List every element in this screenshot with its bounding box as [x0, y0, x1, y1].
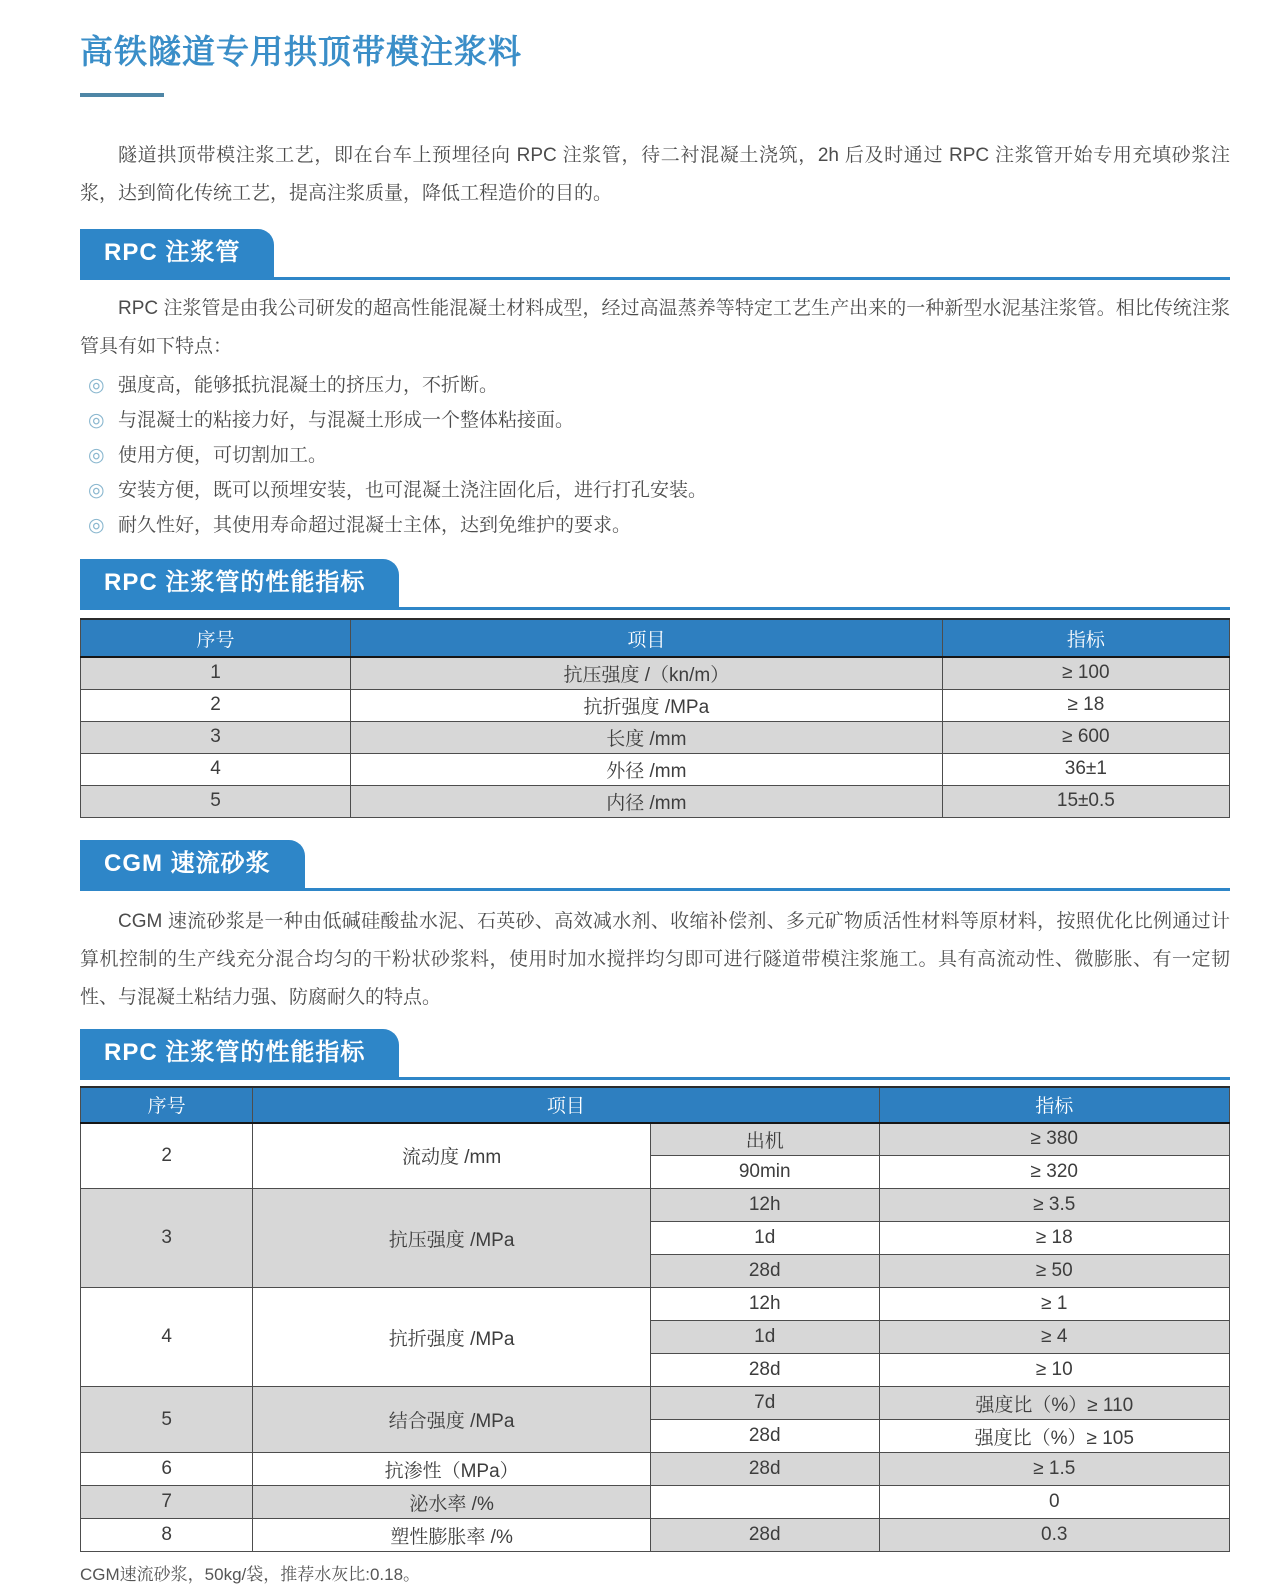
table-row: [81, 1189, 1230, 1222]
list-item: [80, 403, 1230, 438]
table-cell: ≥ 3.5: [879, 1189, 1229, 1222]
feature-text: 与混凝士的粘接力好，与混凝土形成一个整体粘接面。: [118, 410, 575, 431]
table-row: [81, 1453, 1230, 1486]
table-cell: [650, 1486, 879, 1519]
table-cell: 0: [879, 1486, 1229, 1519]
table-cell: ≥ 1.5: [879, 1453, 1229, 1486]
table-cell: 28d: [650, 1255, 879, 1288]
table-row: [81, 689, 1230, 721]
table-row: [81, 1387, 1230, 1420]
table-cell: 抗折强度 /MPa: [253, 1288, 651, 1387]
table-cell: 7d: [650, 1387, 879, 1420]
list-item: [80, 368, 1230, 403]
feature-text: 使用方便，可切割加工。: [118, 445, 328, 466]
table-cell: ≥ 18: [942, 689, 1229, 721]
table-cell: ≥ 1: [879, 1288, 1229, 1321]
column-header-index: 序号: [81, 1087, 253, 1123]
list-item: [80, 473, 1230, 508]
table-cell: 外径 /mm: [351, 753, 943, 785]
feature-text: 耐久性好，其使用寿命超过混凝士主体，达到免维护的要求。: [118, 515, 632, 536]
table-cell: 4: [81, 1288, 253, 1387]
table-cell: 塑性膨胀率 /%: [253, 1519, 651, 1552]
table-row: [81, 785, 1230, 817]
document-page: [80, 26, 1230, 1585]
title-underline: [80, 93, 164, 97]
table-header-row: [81, 619, 1230, 657]
table-cell: 0.3: [879, 1519, 1229, 1552]
table-cell: 5: [81, 785, 351, 817]
table-row: [81, 1519, 1230, 1552]
table-cell: 28d: [650, 1453, 879, 1486]
double-circle-bullet-icon: [88, 403, 105, 438]
table-cell: 28d: [650, 1354, 879, 1387]
table-cell: 12h: [650, 1189, 879, 1222]
page-title: 高铁隧道专用拱顶带模注浆料: [80, 33, 522, 70]
table-cell: ≥ 4: [879, 1321, 1229, 1354]
table-cell: ≥ 100: [942, 657, 1229, 689]
table-cell: 流动度 /mm: [253, 1123, 651, 1189]
table-cell: 36±1: [942, 753, 1229, 785]
table-cell: 出机: [650, 1123, 879, 1156]
table-cell: 5: [81, 1387, 253, 1453]
table-cell: ≥ 18: [879, 1222, 1229, 1255]
column-header-item: 项目: [253, 1087, 879, 1123]
table-cell: 内径 /mm: [351, 785, 943, 817]
table-cell: 抗折强度 /MPa: [351, 689, 943, 721]
rpc-performance-table: [80, 618, 1230, 818]
table-row: [81, 657, 1230, 689]
double-circle-bullet-icon: [88, 368, 105, 403]
table-cell: 28d: [650, 1519, 879, 1552]
section-header-rpc-pipe: [80, 229, 1230, 280]
table-cell: ≥ 600: [942, 721, 1229, 753]
section-header-rpc-performance: [80, 559, 1230, 610]
feature-text: 安装方便，既可以预埋安装，也可混凝土浇注固化后，进行打孔安装。: [118, 480, 708, 501]
table-cell: 12h: [650, 1288, 879, 1321]
table-header-row: [81, 1087, 1230, 1123]
table-cell: 2: [81, 1123, 253, 1189]
rpc-feature-list: [80, 368, 1230, 543]
section-badge: RPC 注浆管的性能指标: [80, 559, 399, 607]
table-cell: 3: [81, 721, 351, 753]
table-row: [81, 1486, 1230, 1519]
section-badge: RPC 注浆管的性能指标: [80, 1029, 399, 1077]
cgm-description: CGM 速流砂浆是一种由低碱硅酸盐水泥、石英砂、高效减水剂、收缩补偿剂、多元矿物质活性材料等原材料，按照优化比例通过计算机控制的生产线充分混合均匀的干粉状砂浆料，使用时加水搅拌均匀即可进行隧道带模注浆施工。具有高流动性、微膨胀、有一定韧性、与混凝土粘结力强、防腐耐久的特点。: [80, 910, 1230, 1008]
table-cell: 3: [81, 1189, 253, 1288]
column-header-value: 指标: [942, 619, 1229, 657]
table-row: [81, 1288, 1230, 1321]
table-cell: 4: [81, 753, 351, 785]
table-cell: 8: [81, 1519, 253, 1552]
table-cell: 结合强度 /MPa: [253, 1387, 651, 1453]
section-badge: RPC 注浆管: [80, 229, 274, 277]
section-header-cgm: [80, 840, 1230, 891]
table-cell: 强度比（%）≥ 110: [879, 1387, 1229, 1420]
table-row: [81, 753, 1230, 785]
list-item: [80, 438, 1230, 473]
table-cell: 抗压强度 /MPa: [253, 1189, 651, 1288]
column-header-index: 序号: [81, 619, 351, 657]
table-cell: 7: [81, 1486, 253, 1519]
column-header-item: 项目: [351, 619, 943, 657]
rpc-pipe-description: RPC 注浆管是由我公司研发的超高性能混凝土材料成型，经过高温蒸养等特定工艺生产出来的一种新型水泥基注浆管。相比传统注浆管具有如下特点：: [80, 298, 1230, 357]
table-cell: 抗渗性（MPa）: [253, 1453, 651, 1486]
table-cell: 28d: [650, 1420, 879, 1453]
table-cell: ≥ 320: [879, 1156, 1229, 1189]
table-row: [81, 1123, 1230, 1156]
table-cell: 1: [81, 657, 351, 689]
table-cell: ≥ 50: [879, 1255, 1229, 1288]
section-header-cgm-performance: [80, 1029, 1230, 1080]
double-circle-bullet-icon: [88, 473, 105, 508]
table-cell: ≥ 10: [879, 1354, 1229, 1387]
table-cell: 2: [81, 689, 351, 721]
table-cell: 强度比（%）≥ 105: [879, 1420, 1229, 1453]
double-circle-bullet-icon: [88, 508, 105, 543]
list-item: [80, 508, 1230, 543]
section-badge: CGM 速流砂浆: [80, 840, 305, 888]
double-circle-bullet-icon: [88, 438, 105, 473]
cgm-performance-table: [80, 1086, 1230, 1553]
table-cell: 15±0.5: [942, 785, 1229, 817]
table-cell: 1d: [650, 1321, 879, 1354]
table-cell: 泌水率 /%: [253, 1486, 651, 1519]
table-row: [81, 721, 1230, 753]
feature-text: 强度高，能够抵抗混凝土的挤压力，不折断。: [118, 375, 499, 396]
table-cell: 6: [81, 1453, 253, 1486]
table-cell: 90min: [650, 1156, 879, 1189]
table-cell: 抗压强度 /（kn/m）: [351, 657, 943, 689]
table-cell: ≥ 380: [879, 1123, 1229, 1156]
table-cell: 长度 /mm: [351, 721, 943, 753]
footnote: CGM速流砂浆，50kg/袋，推荐水灰比:0.18。: [80, 1565, 421, 1584]
column-header-value: 指标: [879, 1087, 1229, 1123]
table-cell: 1d: [650, 1222, 879, 1255]
intro-paragraph: 隧道拱顶带模注浆工艺，即在台车上预埋径向 RPC 注浆管，待二衬混凝土浇筑，2h 后及时通过 RPC 注浆管开始专用充填砂浆注浆，达到简化传统工艺，提高注浆质量，降低工程造价的目的。: [80, 145, 1230, 204]
